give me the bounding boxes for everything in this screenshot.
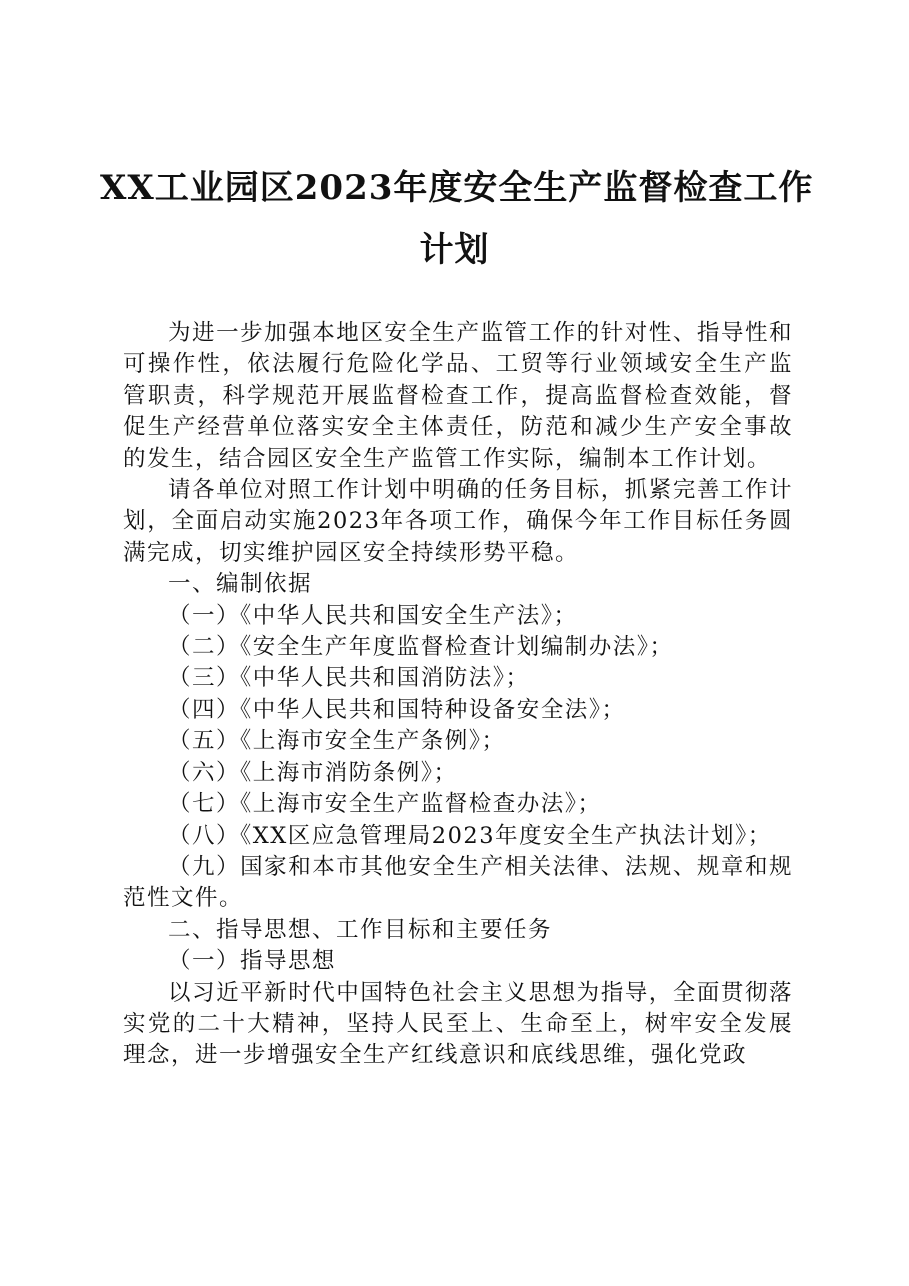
basis-list-item: （一）《中华人民共和国安全生产法》； — [168, 602, 578, 629]
document-title-line-2: 计划 — [419, 230, 490, 270]
guiding-ideology-paragraph: 以习近平新时代中国特色社会主义思想为指导，全面贯彻落实党的二十大精神，坚持人民至上、生命至上，树牢安全发展理念，进一步增强安全生产红线意识和底线思维，强化党政 — [123, 979, 793, 1069]
subsection-heading: （一）指导思想 — [168, 948, 337, 975]
basis-list-item: （六）《上海市消防条例》； — [168, 759, 458, 786]
basis-list-item: （三）《中华人民共和国消防法》； — [168, 665, 530, 692]
intro-paragraph: 请各单位对照工作计划中明确的任务目标，抓紧完善工作计划，全面启动实施2023年各项工作，确保今年工作目标任务圆满完成，切实维护园区安全持续形势平稳。 — [123, 477, 793, 566]
basis-list-item: （四）《中华人民共和国特种设备安全法》； — [168, 696, 626, 723]
section-heading: 二、指导思想、工作目标和主要任务 — [168, 916, 553, 943]
basis-list-item: （九）国家和本市其他安全生产相关法律、法规、规章和规范性文件。 — [123, 853, 793, 912]
document-title-line-1: XX工业园区2023年度安全生产监督检查工作 — [100, 168, 814, 208]
basis-list-item: （五）《上海市安全生产条例》； — [168, 728, 506, 755]
document-body — [123, 318, 793, 1072]
basis-list-item: （八）《XX区应急管理局2023年度安全生产执法计划》； — [168, 822, 772, 849]
intro-paragraph: 为进一步加强本地区安全生产监管工作的针对性、指导性和可操作性，依法履行危险化学品、工贸等行业领域安全生产监管职责，科学规范开展监督检查工作，提高监督检查效能，督促生产经营单位落实安全主体责任，防范和减少生产安全事故的发生，结合园区安全生产监管工作实际，编制本工作计划。 — [123, 320, 793, 472]
section-heading: 一、编制依据 — [168, 571, 313, 598]
basis-list-item: （二）《安全生产年度监督检查计划编制办法》； — [168, 634, 674, 661]
basis-list-item: （七）《上海市安全生产监督检查办法》； — [168, 791, 602, 818]
